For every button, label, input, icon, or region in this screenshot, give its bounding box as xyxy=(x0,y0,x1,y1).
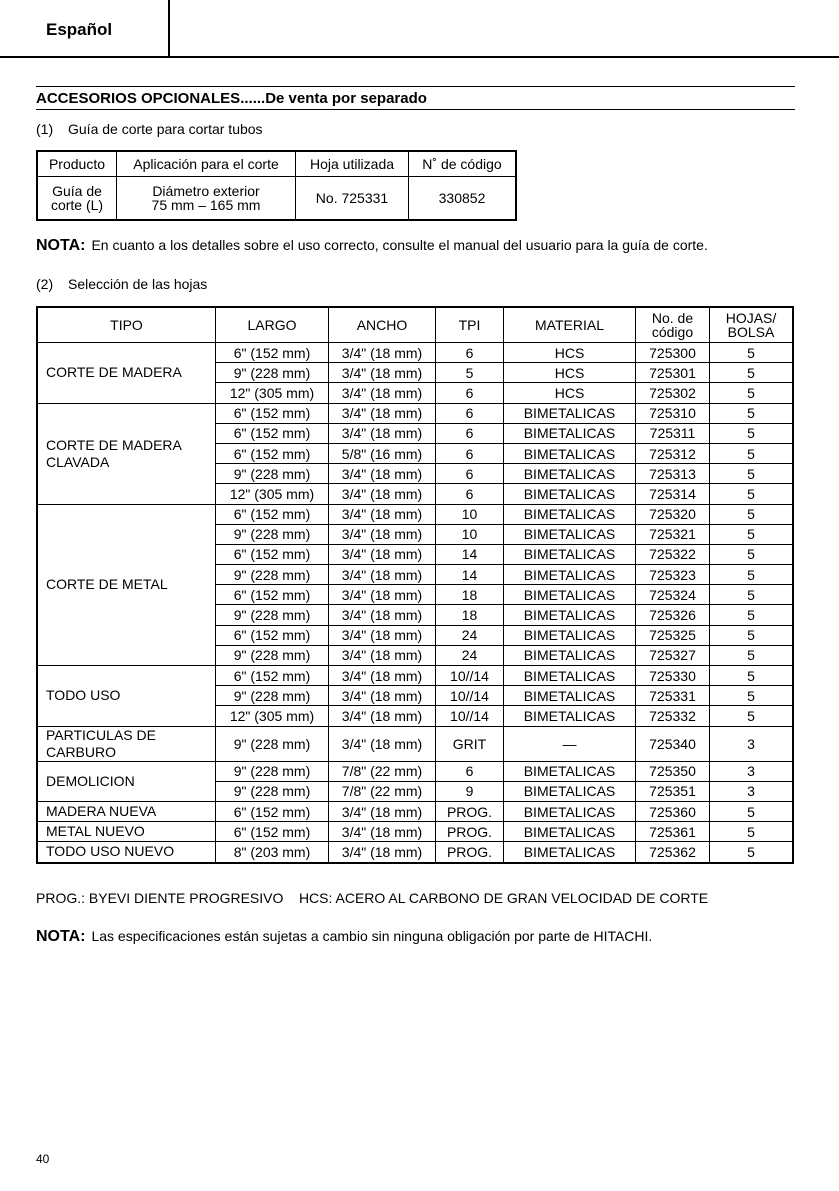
cell-codigo: 725332 xyxy=(636,706,710,726)
cell-hojas: 3 xyxy=(710,781,794,801)
cell-tipo: TODO USO xyxy=(37,666,216,727)
blade-selection-table xyxy=(36,306,794,864)
table-row xyxy=(37,343,793,363)
cell-material: BIMETALICAS xyxy=(504,464,636,484)
cell-largo: 12" (305 mm) xyxy=(216,383,329,403)
cell-codigo: 725321 xyxy=(636,524,710,544)
cell-tipo: MADERA NUEVA xyxy=(37,801,216,821)
table-row xyxy=(37,726,793,761)
cell-material: BIMETALICAS xyxy=(504,761,636,781)
cell-hojas: 5 xyxy=(710,363,794,383)
item-2-label: Selección de las hojas xyxy=(68,276,208,292)
cell-material: BIMETALICAS xyxy=(504,423,636,443)
cell-tpi: 9 xyxy=(436,781,504,801)
cell-material: BIMETALICAS xyxy=(504,565,636,585)
cell-tpi: 10 xyxy=(436,524,504,544)
cell-largo: 9" (228 mm) xyxy=(216,781,329,801)
cell-tpi: PROG. xyxy=(436,822,504,842)
cell-codigo: 725325 xyxy=(636,625,710,645)
cell-tpi: 18 xyxy=(436,605,504,625)
table-row xyxy=(37,177,516,221)
cell-largo: 9" (228 mm) xyxy=(216,726,329,761)
cell-largo: 12" (305 mm) xyxy=(216,706,329,726)
cell-largo: 9" (228 mm) xyxy=(216,565,329,585)
cell-largo: 6" (152 mm) xyxy=(216,666,329,686)
cell-hojas: 3 xyxy=(710,761,794,781)
cell-material: BIMETALICAS xyxy=(504,544,636,564)
item-1-label: Guía de corte para cortar tubos xyxy=(68,121,263,137)
cell-hojas: 5 xyxy=(710,383,794,403)
cell-ancho: 3/4" (18 mm) xyxy=(329,383,436,403)
cell-material: BIMETALICAS xyxy=(504,484,636,504)
cell-material: BIMETALICAS xyxy=(504,822,636,842)
cell-tpi: 6 xyxy=(436,403,504,423)
cell-tpi: 14 xyxy=(436,544,504,564)
cell-ancho: 3/4" (18 mm) xyxy=(329,625,436,645)
cell-ancho: 3/4" (18 mm) xyxy=(329,423,436,443)
col-material: MATERIAL xyxy=(504,307,636,343)
cell-ancho: 3/4" (18 mm) xyxy=(329,645,436,665)
table-header-row xyxy=(37,307,793,343)
cell-material: BIMETALICAS xyxy=(504,666,636,686)
cell-codigo: 725312 xyxy=(636,443,710,463)
cell-largo: 9" (228 mm) xyxy=(216,645,329,665)
cell-material: BIMETALICAS xyxy=(504,443,636,463)
cell-ancho: 3/4" (18 mm) xyxy=(329,343,436,363)
cell-tpi: PROG. xyxy=(436,842,504,863)
cell-hojas: 5 xyxy=(710,403,794,423)
cell-largo: 9" (228 mm) xyxy=(216,464,329,484)
cell-codigo: 725351 xyxy=(636,781,710,801)
cell-ancho: 3/4" (18 mm) xyxy=(329,565,436,585)
cell-codigo: 725320 xyxy=(636,504,710,524)
table-header-row xyxy=(37,151,516,177)
cell-largo: 8" (203 mm) xyxy=(216,842,329,863)
cell-hojas: 5 xyxy=(710,706,794,726)
item-2-number: (2) xyxy=(36,276,54,292)
cell-tpi: 6 xyxy=(436,443,504,463)
language-tab xyxy=(0,0,170,58)
cell-codigo: 725302 xyxy=(636,383,710,403)
cell-codigo: 725310 xyxy=(636,403,710,423)
cell-tpi: PROG. xyxy=(436,801,504,821)
cell-codigo: 725360 xyxy=(636,801,710,821)
cell-hojas: 3 xyxy=(710,726,794,761)
cell-aplicacion: Diámetro exterior 75 mm – 165 mm xyxy=(117,177,296,221)
note-2-text: Las especificaciones están sujetas a cambio sin ninguna obligación por parte de HITACHI. xyxy=(91,928,653,944)
item-2 xyxy=(36,276,207,292)
table-row xyxy=(37,504,793,524)
table-row xyxy=(37,666,793,686)
cell-material: BIMETALICAS xyxy=(504,585,636,605)
cell-material: HCS xyxy=(504,383,636,403)
cell-tpi: 10//14 xyxy=(436,686,504,706)
cell-hojas: 5 xyxy=(710,464,794,484)
cell-largo: 6" (152 mm) xyxy=(216,544,329,564)
cell-material: BIMETALICAS xyxy=(504,801,636,821)
cell-ancho: 5/8" (16 mm) xyxy=(329,443,436,463)
table-row xyxy=(37,761,793,781)
item-1-number: (1) xyxy=(36,121,54,137)
section-heading xyxy=(36,86,795,110)
cell-material: BIMETALICAS xyxy=(504,781,636,801)
note-1 xyxy=(36,237,708,255)
cell-ancho: 3/4" (18 mm) xyxy=(329,363,436,383)
cell-hojas: 5 xyxy=(710,423,794,443)
cell-codigo: 725323 xyxy=(636,565,710,585)
cell-largo: 9" (228 mm) xyxy=(216,605,329,625)
cell-ancho: 3/4" (18 mm) xyxy=(329,524,436,544)
note-1-label: NOTA: xyxy=(36,237,86,254)
cell-material: BIMETALICAS xyxy=(504,706,636,726)
cell-material: BIMETALICAS xyxy=(504,605,636,625)
col-hoja: Hoja utilizada xyxy=(296,151,409,177)
cell-hojas: 5 xyxy=(710,801,794,821)
cell-tpi: 6 xyxy=(436,343,504,363)
cell-codigo: 725361 xyxy=(636,822,710,842)
col-ancho: ANCHO xyxy=(329,307,436,343)
cell-hoja: No. 725331 xyxy=(296,177,409,221)
cell-material: HCS xyxy=(504,363,636,383)
cell-largo: 9" (228 mm) xyxy=(216,761,329,781)
col-tipo: TIPO xyxy=(37,307,216,343)
cell-tipo: CORTE DE MADERA xyxy=(37,343,216,404)
col-tpi: TPI xyxy=(436,307,504,343)
table-row xyxy=(37,801,793,821)
cell-codigo: 725301 xyxy=(636,363,710,383)
cell-codigo: 725324 xyxy=(636,585,710,605)
cell-codigo: 725322 xyxy=(636,544,710,564)
cell-codigo: 725326 xyxy=(636,605,710,625)
cell-largo: 6" (152 mm) xyxy=(216,443,329,463)
cell-tipo: TODO USO NUEVO xyxy=(37,842,216,863)
cell-material: BIMETALICAS xyxy=(504,842,636,863)
cell-tpi: 14 xyxy=(436,565,504,585)
note-2 xyxy=(36,928,652,946)
col-aplicacion: Aplicación para el corte xyxy=(117,151,296,177)
cell-material: BIMETALICAS xyxy=(504,645,636,665)
cell-largo: 9" (228 mm) xyxy=(216,363,329,383)
cell-hojas: 5 xyxy=(710,666,794,686)
cell-codigo: 725300 xyxy=(636,343,710,363)
cell-ancho: 3/4" (18 mm) xyxy=(329,605,436,625)
header-rule xyxy=(170,56,839,58)
cell-tpi: 24 xyxy=(436,645,504,665)
cell-ancho: 3/4" (18 mm) xyxy=(329,544,436,564)
cell-ancho: 3/4" (18 mm) xyxy=(329,484,436,504)
cell-tpi: 6 xyxy=(436,383,504,403)
cell-ancho: 3/4" (18 mm) xyxy=(329,726,436,761)
cell-hojas: 5 xyxy=(710,842,794,863)
cell-hojas: 5 xyxy=(710,605,794,625)
cell-ancho: 3/4" (18 mm) xyxy=(329,504,436,524)
cell-ancho: 3/4" (18 mm) xyxy=(329,842,436,863)
cell-largo: 6" (152 mm) xyxy=(216,801,329,821)
note-2-label: NOTA: xyxy=(36,928,86,945)
col-codigo: No. de código xyxy=(636,307,710,343)
cell-largo: 6" (152 mm) xyxy=(216,822,329,842)
cell-codigo: 725314 xyxy=(636,484,710,504)
cell-tpi: GRIT xyxy=(436,726,504,761)
section-title: ACCESORIOS OPCIONALES......De venta por separado xyxy=(36,90,427,107)
cell-codigo: 725311 xyxy=(636,423,710,443)
col-producto: Producto xyxy=(37,151,117,177)
cell-tpi: 5 xyxy=(436,363,504,383)
cell-material: HCS xyxy=(504,343,636,363)
cell-ancho: 3/4" (18 mm) xyxy=(329,686,436,706)
cell-material: BIMETALICAS xyxy=(504,524,636,544)
cell-hojas: 5 xyxy=(710,544,794,564)
col-hojas: HOJAS/ BOLSA xyxy=(710,307,794,343)
cell-largo: 9" (228 mm) xyxy=(216,524,329,544)
cell-ancho: 3/4" (18 mm) xyxy=(329,822,436,842)
cell-tpi: 6 xyxy=(436,484,504,504)
cell-hojas: 5 xyxy=(710,645,794,665)
cell-codigo: 330852 xyxy=(409,177,517,221)
col-codigo: N˚ de código xyxy=(409,151,517,177)
cell-largo: 6" (152 mm) xyxy=(216,585,329,605)
cell-hojas: 5 xyxy=(710,343,794,363)
cell-largo: 6" (152 mm) xyxy=(216,343,329,363)
cell-tpi: 6 xyxy=(436,464,504,484)
cell-hojas: 5 xyxy=(710,504,794,524)
cell-tpi: 18 xyxy=(436,585,504,605)
cell-ancho: 3/4" (18 mm) xyxy=(329,706,436,726)
cell-material: BIMETALICAS xyxy=(504,504,636,524)
cell-hojas: 5 xyxy=(710,484,794,504)
cell-codigo: 725330 xyxy=(636,666,710,686)
cell-material: BIMETALICAS xyxy=(504,686,636,706)
cell-ancho: 3/4" (18 mm) xyxy=(329,666,436,686)
cell-producto: Guía de corte (L) xyxy=(37,177,117,221)
cell-material: BIMETALICAS xyxy=(504,625,636,645)
cell-hojas: 5 xyxy=(710,625,794,645)
cell-codigo: 725362 xyxy=(636,842,710,863)
cell-tpi: 10//14 xyxy=(436,666,504,686)
table-row xyxy=(37,842,793,863)
cell-ancho: 7/8" (22 mm) xyxy=(329,761,436,781)
cell-hojas: 5 xyxy=(710,565,794,585)
cut-guide-table xyxy=(36,150,517,221)
cell-hojas: 5 xyxy=(710,524,794,544)
cell-codigo: 725327 xyxy=(636,645,710,665)
cell-material: BIMETALICAS xyxy=(504,403,636,423)
cell-largo: 6" (152 mm) xyxy=(216,403,329,423)
cell-largo: 12" (305 mm) xyxy=(216,484,329,504)
cell-ancho: 7/8" (22 mm) xyxy=(329,781,436,801)
cell-codigo: 725350 xyxy=(636,761,710,781)
cell-hojas: 5 xyxy=(710,686,794,706)
cell-ancho: 3/4" (18 mm) xyxy=(329,585,436,605)
page-number: 40 xyxy=(36,1152,50,1166)
cell-codigo: 725340 xyxy=(636,726,710,761)
cell-largo: 6" (152 mm) xyxy=(216,423,329,443)
cell-hojas: 5 xyxy=(710,822,794,842)
note-1-text: En cuanto a los detalles sobre el uso correcto, consulte el manual del usuario para la guía de corte. xyxy=(91,237,708,253)
cell-tpi: 24 xyxy=(436,625,504,645)
cell-codigo: 725331 xyxy=(636,686,710,706)
cell-material: — xyxy=(504,726,636,761)
table-row xyxy=(37,822,793,842)
item-1 xyxy=(36,121,263,137)
cell-ancho: 3/4" (18 mm) xyxy=(329,464,436,484)
cell-hojas: 5 xyxy=(710,443,794,463)
cell-tpi: 6 xyxy=(436,423,504,443)
cell-tipo: PARTICULAS DE CARBURO xyxy=(37,726,216,761)
cell-ancho: 3/4" (18 mm) xyxy=(329,801,436,821)
col-largo: LARGO xyxy=(216,307,329,343)
cell-ancho: 3/4" (18 mm) xyxy=(329,403,436,423)
cell-largo: 6" (152 mm) xyxy=(216,625,329,645)
cell-tipo: DEMOLICION xyxy=(37,761,216,801)
cell-codigo: 725313 xyxy=(636,464,710,484)
abbreviations-footnote: PROG.: BYEVI DIENTE PROGRESIVO HCS: ACERO AL CARBONO DE GRAN VELOCIDAD DE CORTE xyxy=(36,890,709,906)
table-row xyxy=(37,403,793,423)
cell-tipo: CORTE DE MADERA CLAVADA xyxy=(37,403,216,504)
cell-largo: 9" (228 mm) xyxy=(216,686,329,706)
cell-tpi: 10 xyxy=(436,504,504,524)
cell-largo: 6" (152 mm) xyxy=(216,504,329,524)
language-label: Español xyxy=(46,20,113,39)
cell-tpi: 10//14 xyxy=(436,706,504,726)
cell-tipo: METAL NUEVO xyxy=(37,822,216,842)
cell-hojas: 5 xyxy=(710,585,794,605)
cell-tipo: CORTE DE METAL xyxy=(37,504,216,666)
cell-tpi: 6 xyxy=(436,761,504,781)
